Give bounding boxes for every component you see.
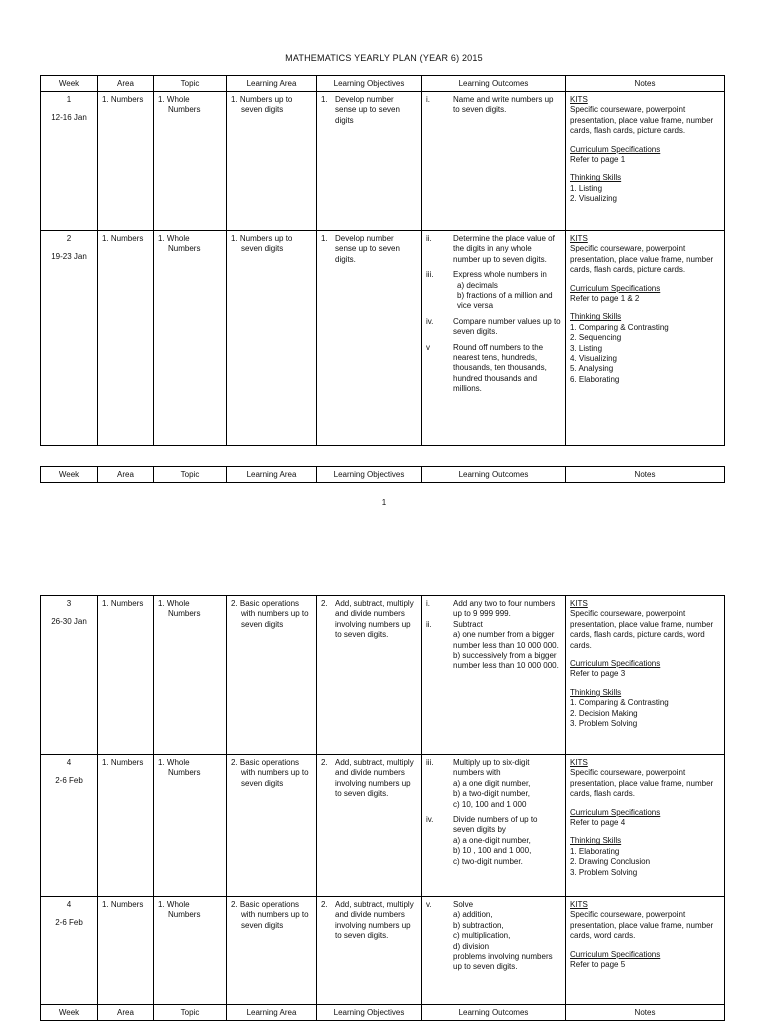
outcome-text: Multiply up to six-digit numbers with	[453, 758, 530, 778]
header-topic: Topic	[153, 467, 226, 482]
thinking-skill-item: 3. Problem Solving	[570, 867, 638, 877]
thinking-skills-label: Thinking Skills	[570, 173, 622, 183]
outcome-text: Compare number values up to seven digits.	[453, 316, 561, 337]
outcome-number: iii.	[426, 270, 434, 280]
topic-line: 1. Whole	[158, 900, 190, 909]
outcome-sub: a) a one digit number,	[453, 778, 531, 788]
thinking-skills-label: Thinking Skills	[570, 836, 622, 846]
learning-area-line: seven digits	[241, 105, 284, 115]
topic-line: 1. Whole	[158, 758, 190, 767]
header-week: Week	[58, 470, 80, 479]
thinking-skills-label: Thinking Skills	[570, 687, 622, 697]
curriculum-text: Refer to page 3	[570, 669, 626, 679]
header-area: Area	[97, 76, 153, 91]
header-learning-objectives: Learning Objectives	[316, 76, 421, 91]
area-cell: 1. Numbers	[97, 231, 153, 445]
outcome-number: ii.	[426, 619, 432, 629]
objective-number: 2.	[321, 900, 328, 909]
header-area: Area	[97, 1005, 153, 1020]
learning-area-line: with numbers up to seven digits	[241, 910, 309, 930]
objective-number: 1.	[321, 95, 328, 104]
thinking-skill-item: 1. Elaborating	[570, 846, 620, 856]
table-row	[41, 896, 724, 1004]
topic-line: Numbers	[168, 768, 201, 778]
header-notes: Notes	[565, 467, 724, 482]
curriculum-text: Refer to page 1	[570, 155, 626, 165]
thinking-skill-item: 2. Sequencing	[570, 333, 622, 343]
outcome-text: Name and write numbers up to seven digits.	[453, 95, 554, 115]
curriculum-text: Refer to page 4	[570, 818, 626, 828]
header-topic: Topic	[153, 76, 226, 91]
outcome-sub: d) division	[453, 941, 490, 951]
outcome-sub: b) fractions of a million and vice versa	[457, 291, 553, 311]
thinking-skill-item: 3. Listing	[570, 343, 603, 353]
learning-area-line: 2. Basic operations	[231, 900, 300, 909]
outcome-number: i.	[426, 95, 430, 104]
outcome-sub: b) 10 , 100 and 1 000,	[453, 846, 532, 856]
outcome-sub: a) addition,	[453, 910, 493, 920]
area-cell: 1. Numbers	[97, 596, 153, 754]
curriculum-label: Curriculum Specifications	[570, 949, 661, 959]
kits-text: Specific courseware, powerpoint presentation, place value frame, number cards, flash cards, picture cards.	[570, 105, 714, 136]
outcome-number: ii.	[426, 234, 432, 243]
document-title: MATHEMATICS YEARLY PLAN (YEAR 6) 2015	[285, 53, 483, 63]
area-cell: 1. Numbers	[97, 92, 153, 230]
outcome-sub: b) a two-digit number,	[453, 789, 530, 799]
outcome-sub: b) successively from a bigger number less than 10 000 000.	[453, 651, 559, 671]
objective-text: Add, subtract, multiply and divide numbers involving numbers up to seven digits.	[335, 599, 414, 640]
outcome-sub: c) 10, 100 and 1 000	[453, 799, 527, 809]
learning-area-line: 1. Numbers up to	[231, 95, 293, 104]
kits-text: Specific courseware, powerpoint presentation, place value frame, number cards, flash cards, picture cards, word cards.	[570, 609, 714, 650]
table-row	[41, 91, 724, 230]
curriculum-label: Curriculum Specifications	[570, 807, 661, 817]
objective-number: 1.	[321, 234, 328, 243]
week-number: 4	[66, 758, 72, 767]
page-number: 1	[381, 498, 387, 507]
topic-line: 1. Whole	[158, 234, 190, 243]
week-dates: 26-30 Jan	[51, 617, 87, 627]
outcome-text: Express whole numbers in	[453, 270, 547, 280]
week-dates: 2-6 Feb	[55, 918, 83, 928]
header-learning-objectives: Learning Objectives	[316, 1005, 421, 1020]
outcome-text: Solve	[453, 900, 474, 909]
kits-label: KITS	[570, 234, 588, 243]
thinking-skills-label: Thinking Skills	[570, 312, 622, 322]
area-cell: 1. Numbers	[97, 897, 153, 1004]
learning-area-line: with numbers up to seven digits	[241, 768, 309, 788]
table-header-row	[41, 76, 724, 91]
curriculum-label: Curriculum Specifications	[570, 659, 661, 669]
header-learning-area: Learning Area	[226, 76, 316, 91]
learning-area-line: 2. Basic operations	[231, 599, 300, 608]
thinking-skill-item: 1. Comparing & Contrasting	[570, 698, 669, 708]
outcome-sub: c) two-digit number.	[453, 856, 523, 866]
outcome-sub: c) multiplication,	[453, 931, 511, 941]
outcome-sub: a) decimals	[457, 280, 498, 290]
outcome-number: v.	[426, 900, 432, 909]
objective-number: 2.	[321, 758, 328, 767]
kits-text: Specific courseware, powerpoint presentation, place value frame, number cards, word cards.	[570, 910, 714, 941]
objective-text: Add, subtract, multiply and divide numbers involving numbers up to seven digits.	[335, 900, 414, 941]
kits-label: KITS	[570, 599, 588, 608]
outcome-sub: b) subtraction,	[453, 920, 504, 930]
header-learning-objectives: Learning Objectives	[316, 467, 421, 482]
header-week: Week	[58, 1008, 80, 1017]
outcome-number: iv.	[426, 815, 434, 825]
week-number: 3	[66, 599, 72, 608]
outcome-tail: problems involving numbers up to seven digits.	[453, 952, 553, 972]
learning-area-line: seven digits	[241, 244, 284, 254]
thinking-skill-item: 3. Problem Solving	[570, 719, 638, 729]
header-week: Week	[58, 79, 80, 88]
curriculum-text: Refer to page 1 & 2	[570, 294, 640, 304]
outcome-number: v	[426, 342, 430, 352]
topic-line: Numbers	[168, 910, 201, 920]
curriculum-label: Curriculum Specifications	[570, 144, 661, 154]
objective-text: Add, subtract, multiply and divide numbers involving numbers up to seven digits.	[335, 758, 414, 799]
outcome-number: iii.	[426, 758, 434, 767]
outcome-text: Determine the place value of the digits in any whole number up to seven digits.	[453, 234, 555, 264]
header-topic: Topic	[153, 1005, 226, 1020]
learning-area-line: with numbers up to seven digits	[241, 609, 309, 629]
header-learning-area: Learning Area	[226, 467, 316, 482]
outcome-sub: a) a one-digit number,	[453, 835, 531, 845]
area-cell: 1. Numbers	[97, 755, 153, 896]
curriculum-label: Curriculum Specifications	[570, 283, 661, 293]
curriculum-text: Refer to page 5	[570, 960, 626, 970]
repeated-header-page1	[40, 466, 725, 483]
week-number: 1	[66, 95, 72, 104]
header-learning-area: Learning Area	[226, 1005, 316, 1020]
header-learning-outcomes: Learning Outcomes	[421, 467, 565, 482]
outcome-number: i.	[426, 599, 430, 608]
week-dates: 2-6 Feb	[55, 776, 83, 786]
learning-area-line: 2. Basic operations	[231, 758, 300, 767]
thinking-skill-item: 5. Analysing	[570, 364, 614, 374]
outcome-text: Round off numbers to the nearest tens, hundreds, thousands, ten thousands, hundred thousands and millions.	[453, 342, 547, 394]
week-dates: 12-16 Jan	[51, 113, 87, 123]
kits-label: KITS	[570, 758, 588, 767]
week-number: 2	[66, 234, 72, 243]
outcome-number: iv.	[426, 316, 434, 326]
plan-table-page2	[40, 595, 725, 1021]
topic-line: Numbers	[168, 609, 201, 619]
table-row	[41, 230, 724, 445]
topic-line: 1. Whole	[158, 599, 190, 608]
header-notes: Notes	[565, 76, 724, 91]
outcome-sub: a) one number from a bigger number less than 10 000 000.	[453, 630, 559, 650]
kits-text: Specific courseware, powerpoint presentation, place value frame, number cards, flash cards, picture cards.	[570, 244, 714, 275]
thinking-skill-item: 1. Listing	[570, 183, 603, 193]
thinking-skill-item: 2. Visualizing	[570, 194, 617, 204]
header-area: Area	[97, 467, 153, 482]
week-dates: 19-23 Jan	[51, 252, 87, 262]
table-header-row	[41, 1004, 724, 1020]
outcome-text: Add any two to four numbers up to 9 999 999.	[453, 599, 556, 619]
header-notes: Notes	[565, 1005, 724, 1020]
thinking-skill-item: 2. Decision Making	[570, 708, 638, 718]
thinking-skill-item: 4. Visualizing	[570, 354, 617, 364]
thinking-skill-item: 6. Elaborating	[570, 374, 620, 384]
outcome-text: Divide numbers of up to seven digits by	[453, 815, 538, 835]
week-number: 4	[66, 900, 72, 909]
kits-text: Specific courseware, powerpoint presentation, place value frame, number cards, flash cards.	[570, 768, 714, 799]
topic-line: 1. Whole	[158, 95, 190, 104]
thinking-skill-item: 2. Drawing Conclusion	[570, 857, 651, 867]
objective-text: Develop number sense up to seven digits	[335, 95, 400, 125]
topic-line: Numbers	[168, 105, 201, 115]
header-learning-outcomes: Learning Outcomes	[421, 76, 565, 91]
objective-text: Develop number sense up to seven digits.	[335, 234, 400, 264]
thinking-skill-item: 1. Comparing & Contrasting	[570, 322, 669, 332]
outcome-text: Subtract	[453, 619, 483, 629]
table-row	[41, 596, 724, 754]
kits-label: KITS	[570, 95, 588, 104]
kits-label: KITS	[570, 900, 588, 909]
learning-area-line: 1. Numbers up to	[231, 234, 293, 243]
header-learning-outcomes: Learning Outcomes	[421, 1005, 565, 1020]
table-row	[41, 754, 724, 896]
objective-number: 2.	[321, 599, 328, 608]
topic-line: Numbers	[168, 244, 201, 254]
plan-table-page1	[40, 75, 725, 446]
